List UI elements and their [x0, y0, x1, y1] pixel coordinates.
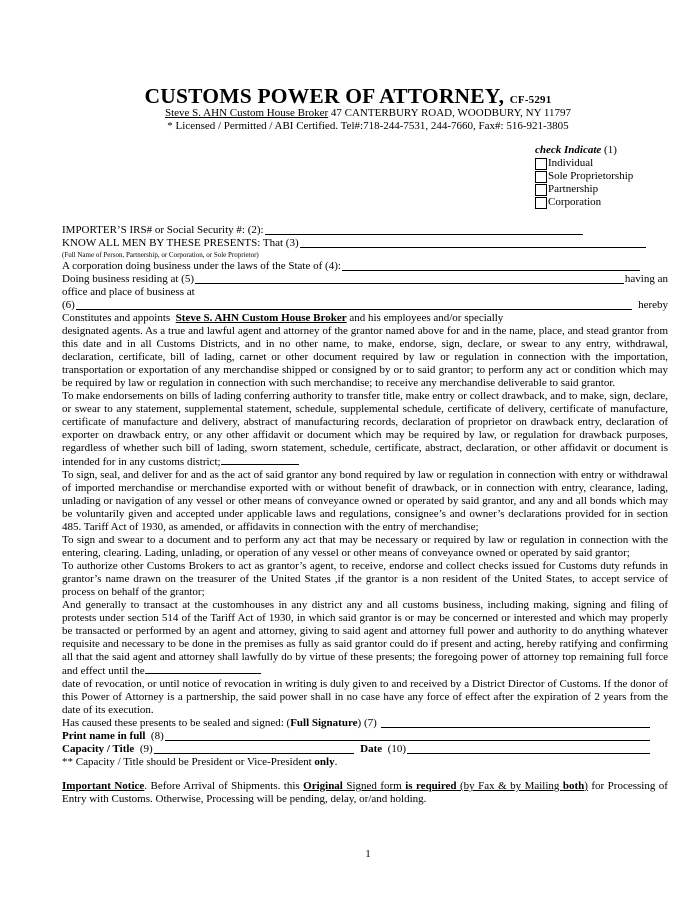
important-notice-label: Important Notice	[62, 780, 145, 792]
checkbox-individual[interactable]	[535, 157, 633, 170]
checkbox-box[interactable]	[535, 184, 547, 196]
importer-irs-row	[62, 224, 668, 237]
paragraph-other-brokers: To authorize other Customs Brokers to act as grantor’s agent, to receive, endorse and collect checks issued for Customs duty refunds in grantor’s name drawn on the treasurer of the United States ,if the grantor is a non resident of the United States, to accept service of process on behalf of the grantor;	[62, 560, 668, 598]
capacity-note-text: ** Capacity / Title should be President or Vice-President	[62, 756, 312, 768]
corporation-state-field[interactable]	[342, 260, 640, 271]
doing-business-label: Doing business residing at (5)	[62, 273, 194, 285]
know-all-men-row	[62, 237, 668, 250]
paragraph-endorsements	[62, 390, 668, 469]
capacity-number: (9)	[139, 743, 153, 755]
notice-original: Original	[303, 780, 343, 792]
appoint-pre: Constitutes and appoints	[62, 312, 171, 324]
importer-irs-field[interactable]	[265, 224, 583, 235]
corporation-state-row	[62, 260, 668, 273]
capacity-note-only: only	[314, 756, 335, 768]
corporation-state-label: A corporation doing business under the laws of the State of (4):	[62, 260, 341, 272]
capacity-row	[62, 743, 668, 756]
title-text: CUSTOMS POWER OF ATTORNEY,	[144, 84, 505, 108]
capacity-note-end: .	[334, 756, 338, 768]
notice-is-required: is required	[405, 780, 457, 792]
page-number: 1	[365, 848, 371, 860]
checkbox-box[interactable]	[535, 158, 547, 170]
checkbox-label: Corporation	[548, 196, 602, 208]
checkbox-box[interactable]	[535, 171, 547, 183]
signature-row	[62, 717, 668, 730]
document-title	[0, 84, 696, 109]
broker-address-line	[0, 107, 696, 119]
check-indicate-number: (1)	[604, 144, 617, 156]
field-6-label: (6)	[62, 299, 75, 311]
appoint-line	[62, 312, 668, 325]
office-place-label: office and place of business at	[62, 286, 195, 298]
name-note: (Full Name of Person, Partnership, or Corporation, or Sole Proprietor)	[62, 251, 259, 259]
print-name-field[interactable]	[165, 730, 650, 741]
appoint-post: and his employees and/or specially	[349, 312, 504, 324]
checkbox-box[interactable]	[535, 197, 547, 209]
paragraph-agent-authority: designated agents. As a true and lawful agent and attorney of the grantor named above for and in the name, place, and stead grantor from this date and in all Customs Districts, and in no other name, to make, endorse, sign, declare, or swear to any entry, withdrawal, declaration, certificate, bill of lading, carnet or other document required by law or regulation in connection with the importation, transportation or exportation of any merchandise shipped or consigned by or to said grantor; to perform any act or condition which may be required by law or regulation in connection with such merchandise; to receive any merchandise deliverable to said grantor.	[62, 325, 668, 389]
capacity-label: Capacity / Title	[62, 743, 135, 755]
hereby-text: hereby	[638, 299, 668, 311]
date-field[interactable]	[407, 743, 650, 754]
paragraph-general-text: And generally to transact at the customhouses in any district any and all customs business, including making, signing and filing of protests under section 514 of the Tariff Act of 1930, in which said grantor is or may be concerned or interested and which may properly be transacted or performed by an agent and attorney, giving to said agent and attorney full power and authority to do anything whatever requisite and necessary to be done in the premises as fully as said grantor could do if present and acting, hereby ratifying and confirming all that the said agent and attorney shall lawfully do by virtue of these presents; the foregoing power of attorney top remaining full force and effect until the	[62, 599, 668, 677]
broker-address: 47 CANTERBURY ROAD, WOODBURY, NY 11797	[330, 107, 571, 119]
notice-both: both	[562, 780, 585, 792]
office-address-field[interactable]	[76, 299, 632, 310]
signature-field[interactable]	[381, 717, 650, 728]
check-indicate-group	[535, 144, 633, 209]
capacity-note	[62, 756, 668, 769]
date-label: Date	[360, 743, 383, 755]
checkbox-partnership[interactable]	[535, 183, 633, 196]
check-indicate-label: check Indicate	[535, 144, 602, 156]
paragraph-conveyance: To sign and swear to a document and to perform any act that may be necessary or required by law or regulation in connection with the entering, clearing. Lading, unlading, or operation of any vessel or other means of conveyance owned or operated by said grantor;	[62, 534, 668, 559]
paragraph-endorsements-text: To make endorsements on bills of lading conferring authority to transfer title, make entry or collect drawback, and to make, sign, declare, or swear to any statement, supplemental statement, schedule, supplemental schedule, certificate of delivery, certificate of manufacture, certificate of manufacture and delivery, abstract of manufacturing records, declaration of proprietor on drawback entry, declaration of exporter on drawback entry, or any other affidavit or document which may be required by law, or regulation for drawback purposes, regardless of whether such bill of lading, sworn statement, schedule, certificate, abstract, declaration, or other affidavit or document is intended for in any customs district;	[62, 390, 668, 468]
notice-text-1: . Before Arrival of Shipments. this	[144, 780, 304, 792]
print-name-label: Print name in full	[62, 730, 146, 742]
broker-name: Steve S. AHN Custom House Broker	[164, 107, 329, 119]
sealed-pre: Has caused these presents to be sealed and signed: (	[62, 717, 291, 729]
importer-irs-label: IMPORTER’S IRS# or Social Security #: (2):	[62, 224, 264, 236]
notice-text-4: )	[584, 780, 588, 792]
office-address-row	[62, 299, 668, 312]
checkbox-label: Sole Proprietorship	[548, 170, 634, 182]
appointed-broker: Steve S. AHN Custom House Broker	[175, 312, 347, 324]
effect-until-field[interactable]	[145, 664, 261, 674]
important-notice	[62, 780, 668, 806]
print-name-row	[62, 730, 668, 743]
notice-text-5: for Processing of Entry with Customs. Otherwise, Processing will be pending, delay, or/and holding.	[62, 780, 668, 805]
print-name-number: (8)	[150, 730, 164, 742]
capacity-field[interactable]	[154, 743, 354, 754]
paragraph-revocation: date of revocation, or until notice of revocation in writing is duly given to and received by a District Director of Customs. If the donor of this Power of Attorney is a partnership, the said power shall in no case have any force of effect after the expiration of 2 years from the date of its execution.	[62, 678, 668, 716]
notice-text-2: Signed form	[342, 780, 406, 792]
doing-business-row	[62, 273, 668, 286]
checkbox-label: Partnership	[548, 183, 599, 195]
paragraph-general	[62, 599, 668, 678]
sealed-post: ) (7)	[357, 717, 377, 729]
form-body	[62, 224, 668, 806]
checkbox-label: Individual	[548, 157, 594, 169]
full-signature-label: Full Signature	[290, 717, 358, 729]
date-number: (10)	[387, 743, 406, 755]
district-field[interactable]	[221, 455, 299, 465]
license-line: * Licensed / Permitted / ABI Certified. Tel#:718-244-7531, 244-7660, Fax#: 516-921-3805	[167, 120, 569, 132]
checkbox-sole-proprietorship[interactable]	[535, 170, 633, 183]
grantor-name-field[interactable]	[300, 237, 646, 248]
notice-text-3: (by Fax & by Mailing	[456, 780, 563, 792]
know-all-men-label: KNOW ALL MEN BY THESE PRESENTS: That (3)	[62, 237, 299, 249]
paragraph-bonds: To sign, seal, and deliver for and as the act of said grantor any bond required by law or regulation in connection with entry or withdrawal of imported merchandise or merchandise exported with or without benefit of drawback, or in connection with entry, clearance, lading, unlading or navigation of any vessel or other means of conveyance owned or operated by said grantor, and any and all bonds which may be voluntarily given and accepted under applicable laws and regulations, consignee’s and owner’s declarations provided for in section 485. Tariff Act of 1930, as amended, or affidavits in connection with the entry of merchandise;	[62, 469, 668, 533]
having-an-text: having an	[624, 273, 668, 285]
residence-address-field[interactable]	[195, 273, 624, 284]
checkbox-corporation[interactable]	[535, 196, 633, 209]
form-code: CF-5291	[509, 94, 552, 106]
